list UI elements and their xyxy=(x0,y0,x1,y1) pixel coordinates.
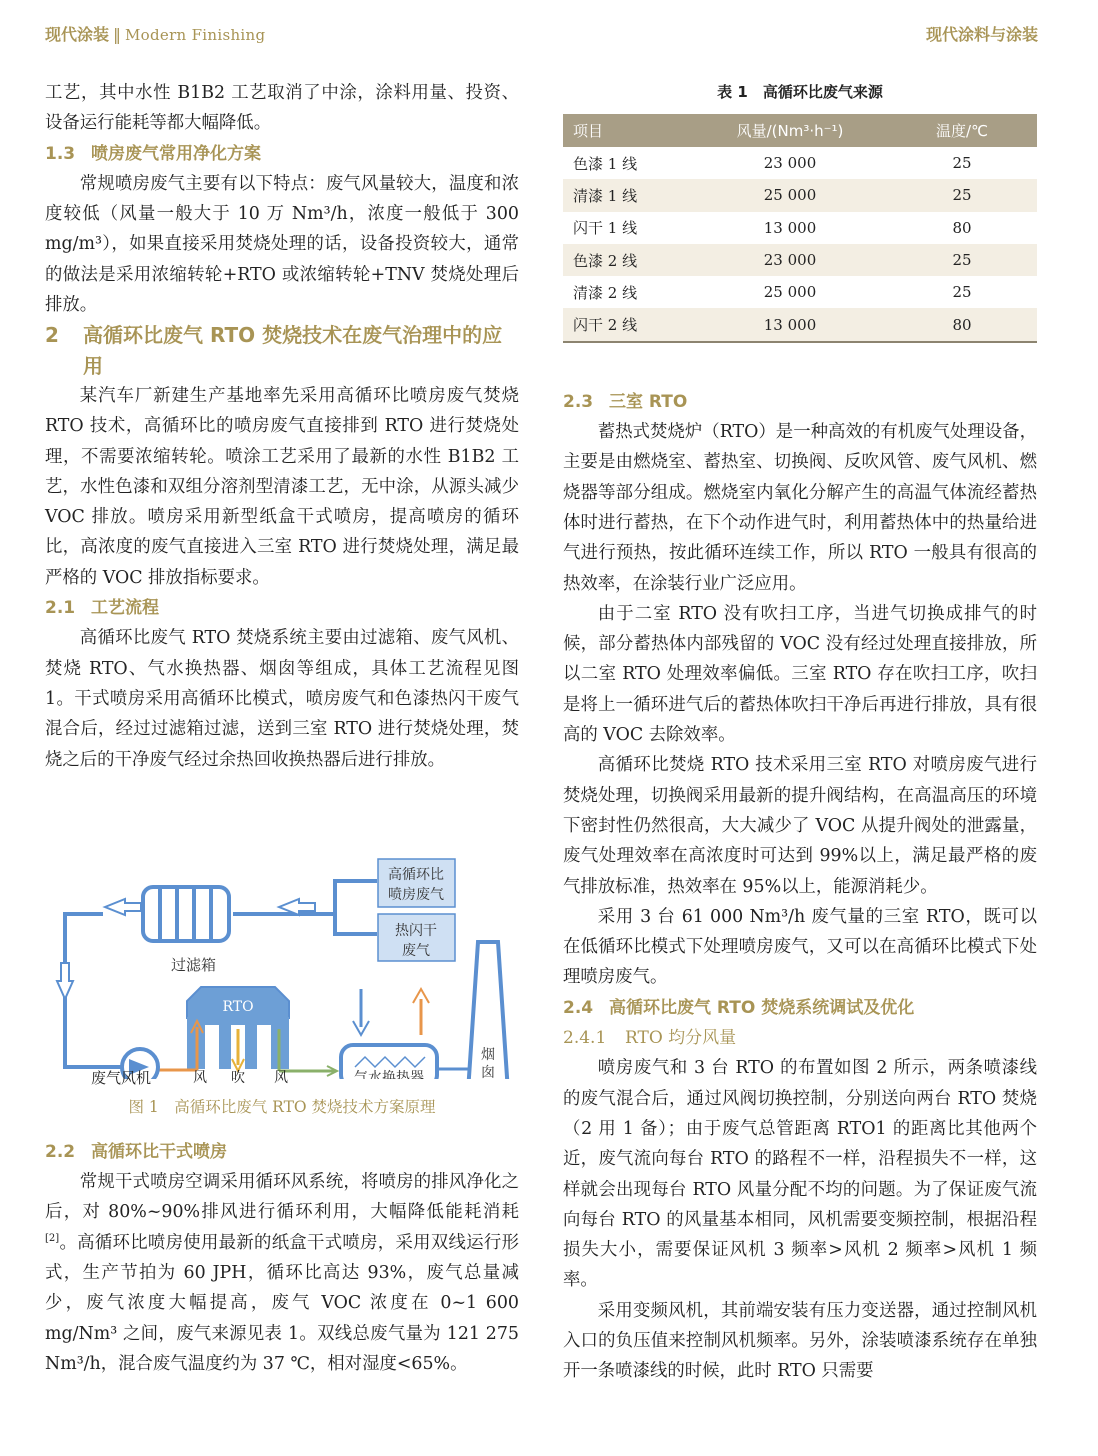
table-cell: 25 000 xyxy=(763,283,817,302)
table-header-cell: 项目 xyxy=(563,114,693,147)
table-cell: 闪干 1 线 xyxy=(573,219,638,238)
citation-ref: [2] xyxy=(45,1232,60,1244)
paragraph-2-3-c: 高循环比焚烧 RTO 技术采用三室 RTO 对喷房废气进行焚烧处理，切换阀采用最新的提升阀结构，在高温高压的环境下密封性仍然很高，大大减少了 VOC 从提升阀处的泄露量，废气处理效率在高浓度时可达到 99%以上，满足最严格的废气排放标准，热效率在 95%以上，能源消耗少。 xyxy=(563,755,1037,897)
table-row xyxy=(563,212,1037,244)
label-heat-exchanger: 气水换热器 xyxy=(354,1069,424,1079)
section-heading-2-4 xyxy=(563,993,1037,1023)
label-filter: 过滤箱 xyxy=(171,955,217,974)
section-number: 2.4.1 xyxy=(563,1028,607,1049)
section-heading-2-2 xyxy=(45,1137,519,1167)
table-header-cell: 温度/℃ xyxy=(887,114,1037,147)
label-inlet-2: 风 xyxy=(193,1069,207,1086)
paragraph-2-1: 高循环比废气 RTO 焚烧系统主要由过滤箱、废气风机、焚烧 RTO、气水换热器、烟囱等组成，具体工艺流程见图 1。干式喷房采用高循环比模式，喷房废气和色漆热闪干废气混合后，经过过滤箱过滤，送到三室 RTO 进行焚烧处理，焚烧之后的干净废气经过余热回收换热器后进行排放。 xyxy=(45,628,519,770)
table-row xyxy=(563,244,1037,276)
label-rto: RTO xyxy=(222,998,254,1015)
section-heading-1-3 xyxy=(45,139,519,169)
section-number: 1.3 xyxy=(45,143,76,164)
section-heading-2-1 xyxy=(45,593,519,623)
figure-1-sublabels xyxy=(45,1069,519,1093)
section-number: 2.2 xyxy=(45,1141,76,1162)
paragraph-2-3-a: 蓄热式焚烧炉（RTO）是一种高效的有机废气处理设备，主要是由燃烧室、蓄热室、切换阀、反吹风管、废气风机、燃烧器等部分组成。燃烧室内氧化分解产生的高温气体流经蓄热体时进行蓄热，在下个动作进气时，利用蓄热体中的热量给进气进行预热，按此循环连续工作，所以 RTO 一般具有很高的热效率，在涂装行业广泛应用。 xyxy=(563,422,1037,594)
label-exhaust-2: 风 xyxy=(274,1069,288,1086)
table-cell: 25 xyxy=(952,283,972,302)
section-title: 工艺流程 xyxy=(91,598,159,619)
table-1-title: 表 1 高循环比废气来源 xyxy=(717,83,883,101)
section-heading-2 xyxy=(45,320,519,381)
table-cell: 23 000 xyxy=(763,154,817,173)
left-column xyxy=(45,78,519,1379)
table-cell: 80 xyxy=(952,218,972,237)
arrow-hollow-down xyxy=(57,963,73,999)
table-1 xyxy=(563,114,1037,343)
running-header-left xyxy=(45,22,265,45)
pipe-main xyxy=(65,914,123,1067)
running-header-right: 现代涂料与涂装 xyxy=(925,25,1038,44)
table-cell: 清漆 2 线 xyxy=(573,283,638,302)
section-number: 2.1 xyxy=(45,598,76,619)
section-number: 2 xyxy=(45,323,59,348)
label-flash-line1: 热闪干 xyxy=(395,922,437,939)
pipe-flash xyxy=(335,914,377,934)
paragraph-2-3-b: 由于二室 RTO 没有吹扫工序，当进气切换成排气的时候，部分蓄热体内部残留的 VOC 没有经过处理直接排放，所以二室 RTO 处理效率偏低。三室 RTO 存在吹扫工序，吹扫是将上一循环进气后的蓄热体吹扫干净后再进行排放，具有很高的 VOC 去除效率。 xyxy=(563,603,1037,746)
figure-1-caption: 图 1 高循环比废气 RTO 焚烧技术方案原理 xyxy=(128,1097,436,1116)
table-cell: 清漆 1 线 xyxy=(563,179,693,211)
section-heading-2-4-1 xyxy=(563,1023,1037,1053)
label-spray-line2: 喷房废气 xyxy=(388,886,444,903)
section-number: 2.3 xyxy=(563,391,594,412)
right-column xyxy=(563,78,1037,1387)
table-cell: 闪干 2 线 xyxy=(563,308,693,341)
table-header-cell: 风量/(Nm³·h⁻¹) xyxy=(693,114,887,147)
paragraph-1-3: 常规喷房废气主要有以下特点：废气风量较大，温度和浓度较低（风量一般大于 10 万 Nm³/h，浓度一般低于 300 mg/m³），如果直接采用焚烧处理的话，设备投资较大，通常的做法是采用浓缩转轮+RTO 或浓缩转轮+TNV 焚烧处理后排放。 xyxy=(45,173,519,316)
arrow-hollow-left-1 xyxy=(105,899,141,915)
process-flow-diagram xyxy=(45,789,519,1079)
label-chimney-1: 烟 xyxy=(481,1046,495,1063)
label-fan: 废气风机 xyxy=(91,1068,152,1087)
paragraph-2-2-part1: 常规干式喷房空调采用循环风系统，将喷房的排风净化之后，对 80%~90%排风进行循环利用，大幅降低能耗消耗 xyxy=(45,1172,519,1223)
table-row xyxy=(563,179,1037,211)
table-row xyxy=(563,147,1037,179)
section-title: RTO 均分风量 xyxy=(625,1028,737,1049)
section-number: 2.4 xyxy=(563,997,594,1018)
paragraph-2-4-1-a: 喷房废气和 3 台 RTO 的布置如图 2 所示，两条喷漆线的废气混合后，通过风阀切换控制，分别送向两台 RTO 焚烧（2 用 1 备）；由于废气总管距离 RTO1 的距离比其他两个近，废气流向每台 RTO 的路程不一样，沿程损失不一样，这样就会出现每台 RTO 风量分配不均的问题。为了保证废气流向每台 RTO 的风量基本相同，风机需要变频控制，根据沿程损失大小，需要保证风机 3 频率>风机 2 频率>风机 1 频率。 xyxy=(563,1058,1037,1291)
filter-box xyxy=(143,887,229,941)
label-spray-line1: 高循环比 xyxy=(388,866,444,883)
section-title: 高循环比干式喷房 xyxy=(91,1141,227,1162)
journal-name-en: Modern Finishing xyxy=(125,26,266,44)
paragraph-continued: 工艺，其中水性 B1B2 工艺取消了中涂，涂料用量、投资、设备运行能耗等都大幅降低。 xyxy=(45,83,519,134)
table-cell: 色漆 1 线 xyxy=(573,154,638,173)
table-cell: 25 xyxy=(887,244,1037,276)
table-row xyxy=(563,276,1037,308)
table-cell: 23 000 xyxy=(693,244,887,276)
section-title: 喷房废气常用净化方案 xyxy=(91,143,261,164)
section-title: 高循环比废气 RTO 焚烧系统调试及优化 xyxy=(609,997,915,1018)
paragraph-2-2 xyxy=(45,1167,519,1379)
figure-1 xyxy=(45,789,519,1079)
paragraph-2-2-part2: 。高循环比喷房使用最新的纸盒干式喷房，采用双线运行形式，生产节拍为 60 JPH，循环比高达 93%，废气总量减少，废气浓度大幅提高，废气 VOC 浓度在 0~1 600 mg/Nm³ 之间，废气来源见表 1。双线总废气量为 121 275 Nm³/h，混合废气温度约为 37 ℃，相对湿度<65%。 xyxy=(45,1232,519,1374)
paragraph-2-3-d: 采用 3 台 61 000 Nm³/h 废气量的三室 RTO，既可以在低循环比模式下处理喷房废气，又可以在高循环比模式下处理喷房废气。 xyxy=(563,906,1037,988)
label-flash-line2: 废气 xyxy=(402,942,430,959)
journal-name-cn: 现代涂装 xyxy=(45,25,110,44)
paragraph-2: 某汽车厂新建生产基地率先采用高循环比喷房废气焚烧 RTO 技术，高循环比的喷房废气直接排到 RTO 进行焚烧处理，不需要浓缩转轮。喷涂工艺采用了最新的水性 B1B2 工艺，水性色漆和双组分溶剂型清漆工艺，无中涂，从源头减少 VOC 排放。喷房采用新型纸盒干式喷房，提高喷房的循环比，高浓度的废气直接进入三室 RTO 进行焚烧处理，满足最严格的 VOC 排放指标要求。 xyxy=(45,385,519,588)
table-cell: 80 xyxy=(887,308,1037,341)
table-header-row xyxy=(563,114,1037,147)
label-purge-2: 吹 xyxy=(231,1069,245,1086)
table-row xyxy=(563,308,1037,341)
table-cell: 25 xyxy=(952,154,972,173)
section-heading-2-3 xyxy=(563,387,1037,417)
table-cell: 25 000 xyxy=(693,179,887,211)
paragraph-2-4-1-b: 采用变频风机，其前端安装有压力变送器，通过控制风机入口的负压值来控制风机频率。另外，涂装喷漆系统存在单独开一条喷漆线的时候，此时 RTO 只需要 xyxy=(563,1300,1037,1382)
table-cell: 13 000 xyxy=(693,308,887,341)
table-cell: 25 xyxy=(887,179,1037,211)
header-separator: ‖ xyxy=(113,25,122,44)
label-chimney-2: 囱 xyxy=(481,1064,495,1079)
section-title: 高循环比废气 RTO 焚烧技术在废气治理中的应用 xyxy=(83,323,503,378)
section-title: 三室 RTO xyxy=(609,391,688,412)
table-cell: 13 000 xyxy=(763,218,817,237)
table-cell: 色漆 2 线 xyxy=(563,244,693,276)
